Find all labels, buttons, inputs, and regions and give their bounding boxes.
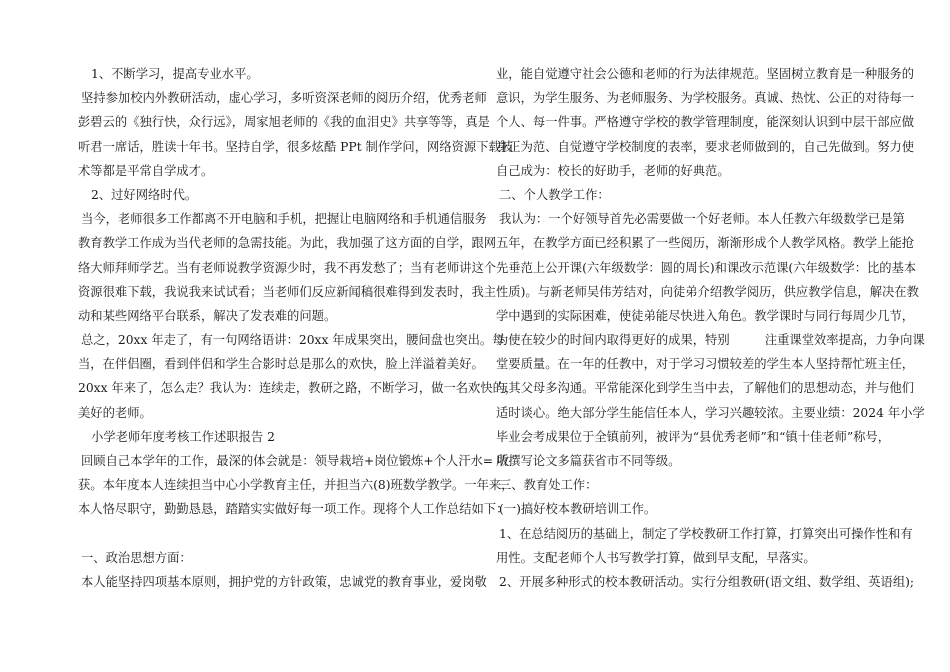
text-line: 自己成为：校长的好助手，老师的好典范。 <box>496 163 730 178</box>
text-line: 教育教学工作成为当代老师的急需技能。为此，我加强了这方面的自学，跟网 <box>78 236 497 251</box>
blank-line <box>78 522 462 546</box>
heading-network-era: 2、过好网络时代。 <box>91 187 198 202</box>
text-line: 回顾自己本学年的工作，最深的体会就是：领导栽培+岗位锻炼+个人汗水= 收 <box>81 454 510 468</box>
text-line: 个人、每一件事。严格遵守学校的教学管理制度，能深刻认识到中层干部应做 <box>496 115 915 130</box>
left-column <box>78 62 518 594</box>
text-line: 坚持参加校内外教研活动，虚心学习，多听资深老师的阅历介绍，优秀老师 <box>81 91 487 106</box>
text-line: 为使在较少的时间内取得更好的成果，特别 注重课堂效率提高，力争向课 <box>496 333 925 348</box>
text-line: 五年，在教学方面已经积累了一些阅历，渐渐形成个人教学风格。教学上能抢 <box>496 236 915 251</box>
text-line: 学中遇到的实际困难，使徒弟能尽快进入角色。教学课时与同行每周少几节， <box>496 308 915 323</box>
text-line: 资源很难下载，我说我来试试看；当老师们反应新闻稿很难得到发表时，我主 <box>78 284 497 299</box>
text-line: 2、开展多种形式的校本教研活动。实行分组教研(语文组、数学组、英语组); <box>499 574 915 589</box>
text-line: 听君一席话，胜读十年书。坚持自学，很多炫酷 PPt 制作学问，网络资源下载技 <box>78 139 514 154</box>
right-column <box>496 62 925 594</box>
text-line: 适时谈心。绝大部分学生能信任本人，学习兴趣较浓。主要业绩：2024 年小学 <box>496 405 925 420</box>
text-line: 堂要质量。在一年的任教中，对于学习习惯较差的学生本人坚持帮忙班主任， <box>496 357 915 372</box>
text-line: 动和某些网络平台联系，解决了发表难的问题。 <box>78 308 337 323</box>
text-line: 获。本年度本人连续担当中心小学教育主任，并担当六(8)班数学教学。一年来， <box>78 478 514 493</box>
text-line: 20xx 年来了，怎么走？我认为：连续走，教研之路，不断学习，做一名欢快的， <box>78 381 518 396</box>
text-line: 与其父母多沟通。平常能深化到学生当中去，了解他们的思想动态，并与他们 <box>496 381 915 396</box>
text-line: 当今，老师很多工作都离不开电脑和手机，把握让电脑网络和手机通信服务 <box>81 212 487 227</box>
text-line: 总之，20xx 年走了，有一句网络语讲：20xx 年成果突出，腰间盘也突出。每 <box>81 333 505 348</box>
text-line: 身正为范、自觉遵守学校制度的表率，要求老师做到的，自己先做到。努力使 <box>496 139 915 154</box>
text-line: 性质)。与新老师吴伟芳结对，向徒弟介绍教学阅历，供应教学信息，解决在教 <box>496 284 919 299</box>
report-title: 小学老师年度考核工作述职报告 2 <box>91 429 275 444</box>
text-line: 络大师拜师学艺。当有老师说教学资源少时，我不再发愁了；当有老师讲这个 <box>78 260 497 275</box>
text-line: 彭碧云的《独行快，众行远》，周家旭老师的《我的血泪史》共享等等，真是 <box>78 115 490 130</box>
text-line: 术等都是平常自学成才。 <box>78 163 214 178</box>
text-line: 当，在伴侣圈，看到伴侣和学生合影时总是那么的欢快，脸上洋溢着美好。 <box>78 357 484 372</box>
text-line: 美好的老师。 <box>78 405 152 420</box>
heading-personal-teaching: 二、个人教学工作： <box>499 187 610 202</box>
text-line: 先垂范上公开课(六年级数学：圆的周长)和课改示范课(六年级数学：比的基本 <box>496 260 917 275</box>
text-line: 本人恪尽职守，勤勤恳恳，踏踏实实做好每一项工作。现将个人工作总结如下： <box>78 502 509 517</box>
heading-political-thought: 一、政治思想方面： <box>81 550 192 565</box>
subheading-school-training: (一)搞好校本教研培训工作。 <box>499 502 657 517</box>
text-line: 所撰写论文多篇获省市不同等级。 <box>496 454 681 468</box>
text-line: 意识，为学生服务、为老师服务、为学校服务。真诚、热忱、公正的对待每一 <box>496 91 915 106</box>
text-line: 我认为：一个好领导首先必需要做一个好老师。本人任教六年级数学已是第 <box>499 212 905 227</box>
text-line: 毕业会考成果位于全镇前列，被评为“县优秀老师”和“镇十佳老师”称号， <box>496 429 891 444</box>
text-line: 用性。支配老师个人书写教学打算，做到早支配，早落实。 <box>496 550 816 565</box>
heading-education-office: 三、教育处工作： <box>499 478 598 493</box>
text-line: 1、在总结阅历的基础上，制定了学校教研工作打算，打算突出可操作性和有 <box>499 526 913 541</box>
text-line: 业，能自觉遵守社会公德和老师的行为法律规范。坚固树立教育是一种服务的 <box>496 67 915 81</box>
heading-continuous-learning: 1、不断学习，提高专业水平。 <box>91 67 259 81</box>
text-line: 本人能坚持四项基本原则，拥护党的方针政策，忠诚党的教育事业，爱岗敬 <box>81 574 487 589</box>
